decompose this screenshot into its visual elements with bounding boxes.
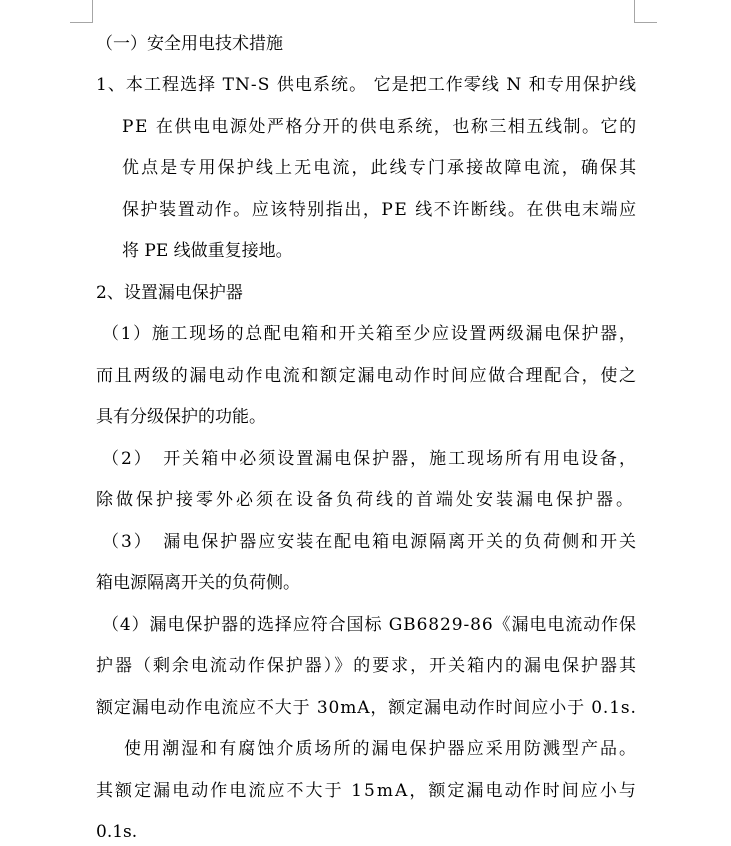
margin-corner-mark-left	[70, 0, 93, 23]
paragraph-line: 护器（剩余电流动作保护器）》的要求，开关箱内的漏电保护器其	[96, 656, 638, 676]
paragraph-line: （3） 漏电保护器应安装在配电箱电源隔离开关的负荷侧和开关	[102, 532, 639, 552]
paragraph-line: 除做保护接零外必须在设备负荷线的首端处安装漏电保护器。	[96, 490, 636, 510]
paragraph-line: 将 PE 线做重复接地。	[122, 241, 293, 261]
section-heading: （一）安全用电技术措施	[96, 34, 283, 54]
paragraph-line: （1）施工现场的总配电箱和开关箱至少应设置两级漏电保护器，	[102, 324, 638, 344]
paragraph-line: 保护装置动作。应该特别指出，PE 线不许断线。在供电末端应	[122, 200, 638, 220]
paragraph-line: 其额定漏电动作电流应不大于 15mA，额定漏电动作时间应小与	[96, 781, 638, 801]
margin-corner-mark-right	[634, 0, 657, 23]
paragraph-line: 使用潮湿和有腐蚀介质场所的漏电保护器应采用防溅型产品。	[124, 739, 639, 759]
paragraph-line: 而且两级的漏电动作电流和额定漏电动作时间应做合理配合，使之	[96, 366, 638, 386]
paragraph-line: 0.1s.	[96, 822, 138, 842]
paragraph-line: 额定漏电动作电流应不大于 30mA，额定漏电动作时间应小于 0.1s.	[96, 698, 637, 718]
paragraph-line: 具有分级保护的功能。	[96, 407, 266, 427]
paragraph-line: （4）漏电保护器的选择应符合国标 GB6829-86《漏电电流动作保	[102, 615, 637, 635]
paragraph-line: 1、本工程选择 TN-S 供电系统。 它是把工作零线 N 和专用保护线	[96, 75, 638, 95]
paragraph-line: PE 在供电电源处严格分开的供电系统，也称三相五线制。它的	[122, 117, 638, 137]
paragraph-line: 箱电源隔离开关的负荷侧。	[96, 573, 300, 593]
paragraph-line: （2） 开关箱中必须设置漏电保护器，施工现场所有用电设备，	[102, 449, 639, 469]
subsection-heading: 2、设置漏电保护器	[96, 283, 243, 303]
paragraph-line: 优点是专用保护线上无电流，此线专门承接故障电流，确保其	[122, 158, 639, 178]
